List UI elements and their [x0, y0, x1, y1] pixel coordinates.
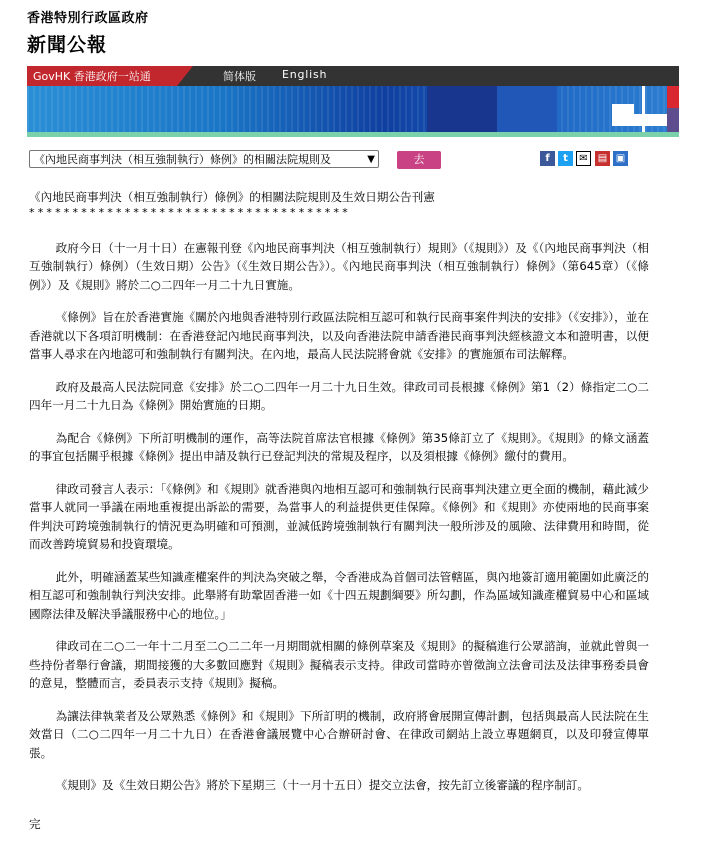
- header-banner: [27, 86, 679, 132]
- top-navbar: [27, 66, 679, 86]
- govhk-link[interactable]: GovHK 香港政府一站通: [33, 70, 151, 83]
- banner-accent-strip: [27, 132, 679, 137]
- article-paragraph: 《條例》旨在於香港實施《關於內地與香港特別行政區法院相互認可和執行民商事案件判決的安排》（《安排》），並在香港就以下各項訂明機制：在香港登記內地民商事判決，以及向香港法院申請香港民商事判決經核證文本和證明書，以便當事人尋求在內地認可和強制執行有關判決。在內地，最高人民法院將會就《安排》的實施頒布司法解釋。: [29, 310, 649, 361]
- press-releases-title: 新聞公報: [27, 34, 108, 56]
- save-icon[interactable]: ▣: [613, 151, 628, 166]
- article-body: [29, 188, 649, 845]
- go-button[interactable]: 去: [397, 151, 441, 169]
- select-value: 《內地民商事判決（相互強制執行）條例》的相關法院規則及: [34, 153, 331, 166]
- facebook-icon[interactable]: f: [540, 151, 555, 166]
- article-paragraph: 為配合《條例》下所訂明機制的運作，高等法院首席法官根據《條例》第35條訂立了《規則》。《規則》的條文涵蓋的事宜包括關乎根據《條例》提出申請及執行已登記判決的常規及程序，以及須根據《條例》繳付的費用。: [29, 430, 649, 463]
- article-paragraph: 為讓法律執業者及公眾熟悉《條例》和《規則》下所訂明的機制，政府將會展開宣傳計劃，包括與最高人民法院在生效當日（二○二四年一月二十九日）在香港會議展覽中心合辦研討會、在律政司網站上設立專題網頁，以及印發宣傳單張。: [29, 708, 649, 760]
- govhk-tab[interactable]: [27, 66, 177, 86]
- article-paragraph: 律政司在二○二一年十二月至二○二二年一月期間就相關的條例草案及《規則》的擬稿進行公眾諮詢，並就此曾與一些持份者舉行會議，期間接獲的大多數回應對《規則》擬稿表示支持。律政司當時亦曾徵詢立法會司法及法律事務委員會的意見，整體而言，委員表示支持《規則》擬稿。: [29, 639, 649, 690]
- related-articles-select[interactable]: [29, 150, 379, 168]
- simplified-chinese-link[interactable]: 简体版: [223, 70, 256, 83]
- end-marker: 完: [29, 816, 41, 831]
- heading-divider: *************************************: [29, 205, 351, 219]
- chevron-down-icon: ▼: [367, 154, 375, 165]
- government-name: 香港特別行政區政府: [27, 11, 149, 26]
- email-icon[interactable]: ✉: [576, 151, 591, 166]
- article-paragraph: 此外，明確涵蓋某些知識產權案件的判決為突破之舉，令香港成為首個司法管轄區，與內地簽訂適用範圍如此廣泛的相互認可和強制執行判決安排。此舉將有助鞏固香港一如《十四五規劃綱要》所勾劃，作為區域知識產權貿易中心和區域國際法律及解決爭議服務中心的地位。」: [29, 569, 649, 621]
- article-heading: 《內地民商事判決（相互強制執行）條例》的相關法院規則及生效日期公告刊憲: [29, 190, 435, 204]
- article-paragraph: 政府及最高人民法院同意《安排》於二○二四年一月二十九日生效。律政司司長根據《條例》第1（2）條指定二○二四年一月二十九日為《條例》開始實施的日期。: [29, 379, 649, 412]
- article-paragraph: 《規則》及《生效日期公告》將於下星期三（十一月十五日）提交立法會，按先訂立後審議的程序制訂。: [55, 778, 589, 792]
- print-icon[interactable]: ▤: [595, 151, 610, 166]
- site-header: [0, 0, 707, 146]
- twitter-icon[interactable]: t: [558, 151, 573, 166]
- english-link[interactable]: English: [282, 68, 328, 81]
- article-paragraph: 政府今日（十一月十日）在憲報刊登《內地民商事判決（相互強制執行）規則》（《規則》）及《（內地民商事判決（相互強制執行）條例）（生效日期）公告》（《生效日期公告》）。《內地民商事判決（相互強制執行）條例》（第645章）（《條例》）及《規則》將於二○二四年一月二十九日實施。: [29, 240, 649, 292]
- article-controls: [0, 150, 707, 174]
- article-paragraph: 律政司發言人表示：「《條例》和《規則》就香港與內地相互認可和強制執行民商事判決建立更全面的機制，藉此減少當事人就同一爭議在兩地重複提出訴訟的需要，為當事人的利益提供更佳保障。《條例》和《規則》亦使兩地的民商事案件判決可跨境強制執行的情況更為明確和可預測，並減低跨境強制執行有關判決一般所涉及的風險、法律費用和時間，從而改善跨境貿易和投資環境。: [29, 481, 649, 551]
